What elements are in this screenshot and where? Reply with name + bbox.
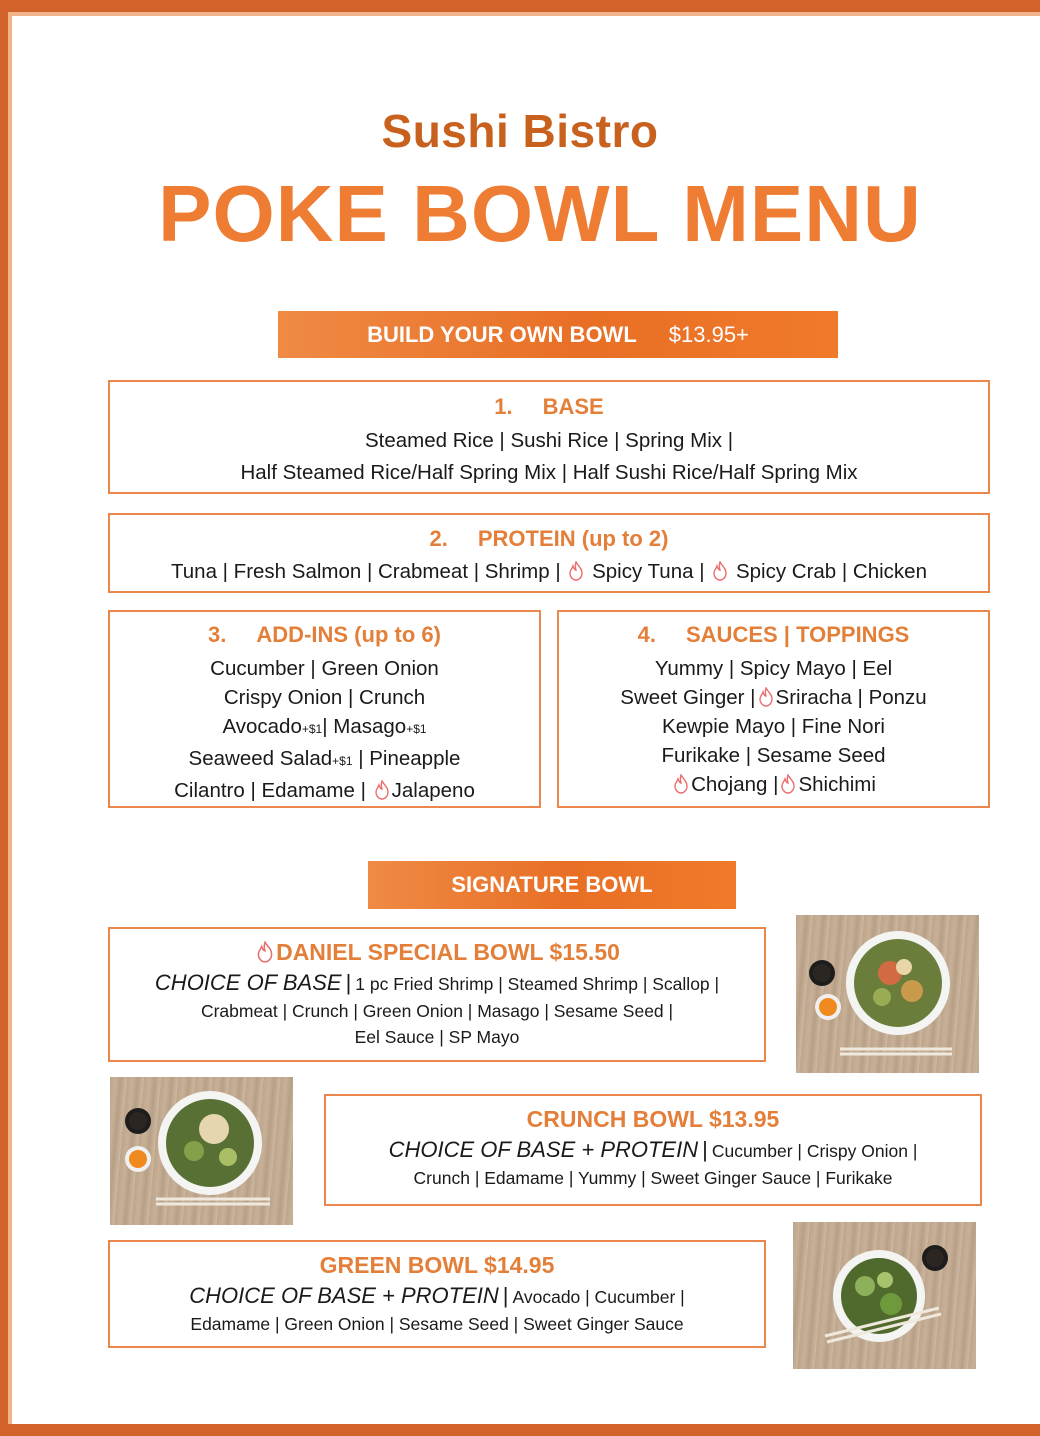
green-ingredients-1: Avocado | Cucumber | <box>512 1287 685 1307</box>
fire-icon <box>673 774 689 794</box>
addins-line-4 <box>110 744 539 776</box>
fire-icon <box>758 687 774 707</box>
base-section <box>108 380 990 494</box>
addins-line-5-part-2: Jalapeno <box>391 779 475 802</box>
fire-icon <box>712 561 728 581</box>
addins-line-5-part-1: Cilantro | Edamame | <box>174 779 366 802</box>
protein-number: 2. <box>429 526 448 551</box>
daniel-line-3: Eel Sauce | SP Mayo <box>354 1027 520 1047</box>
protein-options-part-3: Spicy Crab | Chicken <box>735 560 927 583</box>
addins-section <box>108 610 541 808</box>
signature-bowl-banner <box>368 861 736 909</box>
restaurant-name: Sushi Bistro <box>381 105 659 157</box>
fire-icon <box>568 561 584 581</box>
green-title: GREEN BOWL $14.95 <box>319 1252 555 1278</box>
page-border-bottom <box>0 1424 1040 1436</box>
base-title: BASE <box>542 394 604 419</box>
fire-icon <box>256 941 274 963</box>
daniel-line-2: Crabmeat | Crunch | Green Onion | Masago | Sesame Seed | <box>200 1001 674 1021</box>
protein-options-part-2: Spicy Tuna | <box>592 560 705 583</box>
crunch-line-1 <box>326 1136 980 1165</box>
sauces-line-2 <box>559 683 988 712</box>
sauces-line-2-part-1: Sweet Ginger | <box>620 686 756 709</box>
green-line-2: Edamame | Green Onion | Sesame Seed | Sweet Ginger Sauce <box>190 1314 684 1334</box>
green-bowl-photo <box>793 1222 976 1369</box>
build-banner-price: $13.95+ <box>668 321 749 347</box>
protein-options <box>110 557 988 586</box>
addins-seaweed: Seaweed Salad <box>188 747 333 770</box>
protein-heading <box>110 524 988 554</box>
addins-number: 3. <box>208 622 227 647</box>
base-number: 1. <box>494 394 513 419</box>
addins-avocado-upcharge: +$1 <box>301 722 323 736</box>
sauces-line-1: Yummy | Spicy Mayo | Eel <box>654 657 893 680</box>
sauces-number: 4. <box>637 622 656 647</box>
daniel-special-bowl <box>108 927 766 1062</box>
separator: | <box>345 970 352 995</box>
build-your-own-banner <box>278 311 838 358</box>
crunch-bowl <box>324 1094 982 1206</box>
addins-line-1: Cucumber | Green Onion <box>210 657 439 680</box>
green-choice: CHOICE OF BASE + PROTEIN <box>189 1283 499 1308</box>
addins-title: ADD-INS (up to 6) <box>256 622 441 647</box>
crunch-title: CRUNCH BOWL $13.95 <box>526 1106 780 1132</box>
fire-icon <box>374 780 390 800</box>
separator: | <box>502 1283 509 1308</box>
base-heading <box>110 392 988 422</box>
protein-section <box>108 513 990 593</box>
sauces-line-4: Furikake | Sesame Seed <box>661 744 886 767</box>
daniel-bowl-photo <box>796 915 979 1073</box>
daniel-heading <box>110 936 764 968</box>
base-options-line-2: Half Steamed Rice/Half Spring Mix | Half Sushi Rice/Half Spring Mix <box>240 461 858 484</box>
fire-icon <box>780 774 796 794</box>
crunch-line-2: Crunch | Edamame | Yummy | Sweet Ginger Sauce | Furikake <box>413 1168 893 1188</box>
addins-line-2: Crispy Onion | Crunch <box>223 686 426 709</box>
sauces-section <box>557 610 990 808</box>
daniel-line-1 <box>110 969 764 998</box>
build-banner-label: BUILD YOUR OWN BOWL <box>367 321 637 347</box>
green-line-1 <box>110 1282 764 1311</box>
addins-heading <box>110 620 539 650</box>
protein-options-part-1: Tuna | Fresh Salmon | Crabmeat | Shrimp | <box>171 560 561 583</box>
addins-line-3 <box>110 712 539 744</box>
sauces-line-3: Kewpie Mayo | Fine Nori <box>662 715 885 738</box>
page-border-top <box>0 0 1040 12</box>
sauces-title: SAUCES | TOPPINGS <box>686 622 910 647</box>
addins-seaweed-upcharge: +$1 <box>332 754 353 768</box>
separator: | <box>702 1137 708 1162</box>
green-bowl <box>108 1240 766 1348</box>
sauces-line-5-part-1: Chojang | <box>691 773 779 796</box>
addins-line-5 <box>110 776 539 805</box>
sauces-line-2-part-2: Sriracha | Ponzu <box>775 686 927 709</box>
sauces-heading <box>559 620 988 650</box>
crunch-bowl-photo <box>110 1077 293 1225</box>
addins-avocado: Avocado <box>222 715 302 738</box>
base-options-line-1: Steamed Rice | Sushi Rice | Spring Mix | <box>364 429 734 452</box>
crunch-ingredients-1: Cucumber | Crispy Onion | <box>711 1141 918 1161</box>
signature-banner-label: SIGNATURE BOWL <box>451 872 653 897</box>
protein-title: PROTEIN (up to 2) <box>477 526 669 551</box>
sauces-line-5 <box>559 770 988 799</box>
menu-title: POKE BOWL MENU <box>158 169 922 258</box>
addins-pineapple: | Pineapple <box>358 747 461 770</box>
crunch-choice: CHOICE OF BASE + PROTEIN <box>388 1137 699 1162</box>
page-border-top-inner <box>8 12 1040 16</box>
daniel-ingredients-1: 1 pc Fried Shrimp | Steamed Shrimp | Scallop | <box>355 974 720 994</box>
addins-masago: | Masago <box>322 715 407 738</box>
addins-masago-upcharge: +$1 <box>406 722 427 736</box>
daniel-title: DANIEL SPECIAL BOWL $15.50 <box>276 939 620 965</box>
sauces-line-5-part-2: Shichimi <box>798 773 876 796</box>
daniel-choice: CHOICE OF BASE <box>154 970 342 995</box>
